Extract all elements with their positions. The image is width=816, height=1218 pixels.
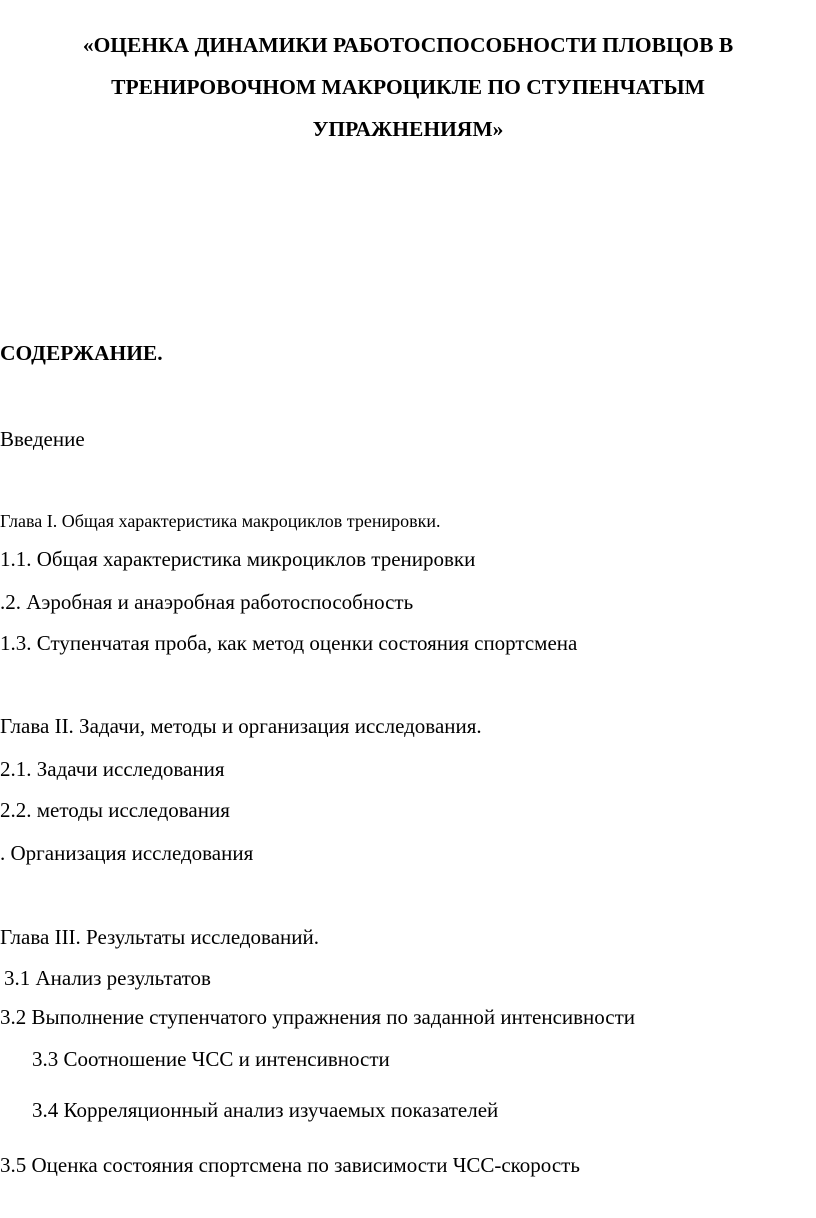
document-title-line-3: УПРАЖНЕНИЯМ» <box>312 117 504 141</box>
toc-chapter-1: Глава I. Общая характеристика макроциклов тренировки. <box>0 511 441 531</box>
toc-item-3-1: 3.1 Анализ результатов <box>4 966 211 990</box>
toc-item-2-2: 2.2. методы исследования <box>0 798 230 822</box>
toc-item-3-3: 3.3 Соотношение ЧСС и интенсивности <box>32 1047 390 1071</box>
toc-item-2-3: . Организация исследования <box>0 841 254 865</box>
toc-introduction: Введение <box>0 427 85 451</box>
document-title-line-1: «ОЦЕНКА ДИНАМИКИ РАБОТОСПОСОБНОСТИ ПЛОВЦОВ В <box>82 33 734 57</box>
toc-item-2-1: 2.1. Задачи исследования <box>0 757 225 781</box>
toc-chapter-2: Глава II. Задачи, методы и организация исследования. <box>0 714 482 738</box>
toc-item-3-5: 3.5 Оценка состояния спортсмена по зависимости ЧСС-скорость <box>0 1153 580 1177</box>
toc-chapter-3: Глава III. Результаты исследований. <box>0 925 319 949</box>
document-title-line-2: ТРЕНИРОВОЧНОМ МАКРОЦИКЛЕ ПО СТУПЕНЧАТЫМ <box>111 75 705 99</box>
toc-item-1-1: 1.1. Общая характеристика микроциклов тренировки <box>0 547 476 571</box>
toc-item-1-2: .2. Аэробная и анаэробная работоспособность <box>0 590 414 614</box>
toc-item-3-4: 3.4 Корреляционный анализ изучаемых показателей <box>32 1098 499 1122</box>
contents-heading: СОДЕРЖАНИЕ. <box>0 341 163 365</box>
toc-item-1-3: 1.3. Ступенчатая проба, как метод оценки состояния спортсмена <box>0 631 578 655</box>
toc-item-3-2: 3.2 Выполнение ступенчатого упражнения по заданной интенсивности <box>0 1005 636 1029</box>
